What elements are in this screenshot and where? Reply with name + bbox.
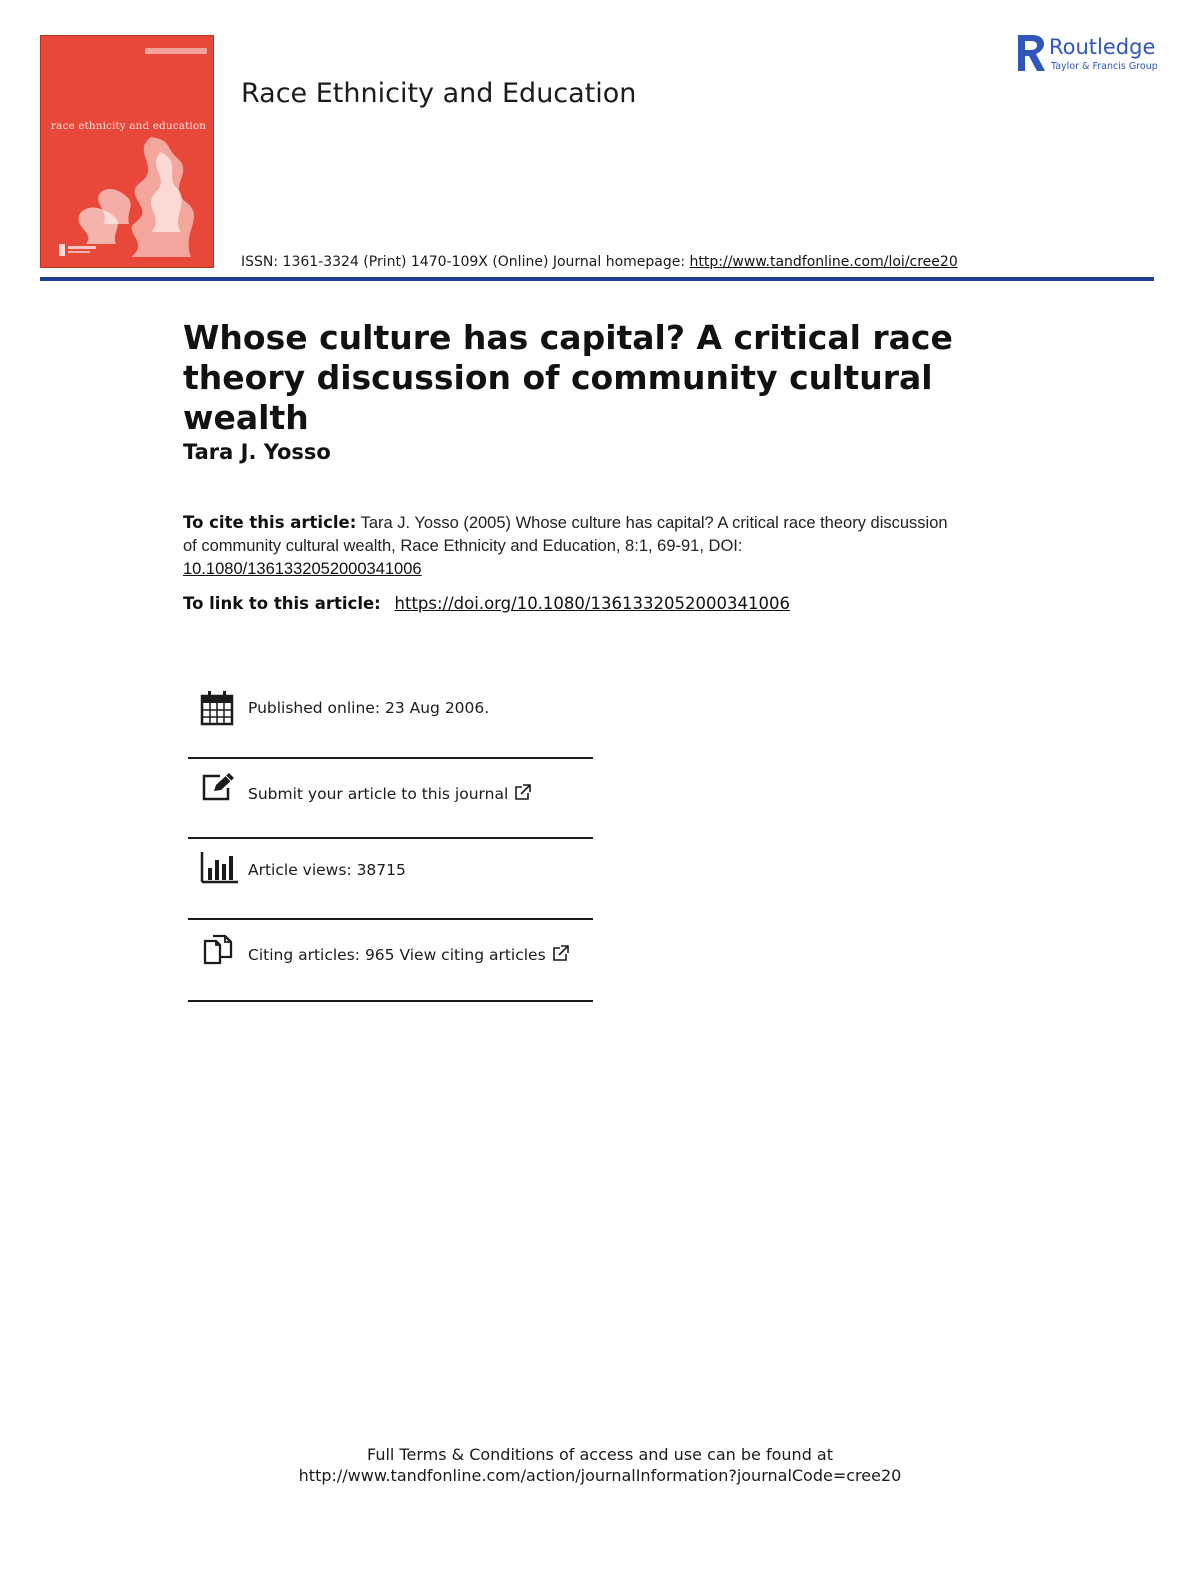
info-divider — [188, 837, 593, 839]
calendar-icon — [200, 690, 234, 726]
footer-terms — [0, 1444, 1200, 1486]
publisher-logo — [1014, 33, 1159, 75]
citing-articles-text: Citing articles: 965 View citing articles — [248, 946, 546, 964]
publisher-name: Routledge — [1049, 35, 1156, 59]
info-divider — [188, 1000, 593, 1002]
external-link-icon — [552, 945, 569, 962]
article-views-row — [188, 850, 593, 890]
published-online-row — [188, 690, 593, 730]
submit-article-text: Submit your article to this journal — [248, 785, 509, 803]
article-title: Whose culture has capital? A critical race theory discussion of community cultural wealth — [183, 318, 953, 437]
cite-label: To cite this article: — [183, 513, 357, 532]
bar-chart-icon — [200, 850, 240, 884]
cite-text: Tara J. Yosso (2005) Whose culture has capital? A critical race theory discussion of community cultural wealth, Race Ethnicity and Education, 8:1, 69-91, DOI: — [183, 514, 948, 555]
article-author: Tara J. Yosso — [183, 440, 331, 464]
footer-terms-link[interactable]: http://www.tandfonline.com/action/journalInformation?journalCode=cree20 — [298, 1466, 902, 1485]
citing-articles-row[interactable] — [188, 933, 593, 973]
journal-title: Race Ethnicity and Education — [241, 78, 637, 109]
external-link-icon — [514, 784, 531, 801]
cite-doi-link[interactable]: 10.1080/1361332052000341006 — [183, 560, 422, 578]
edit-icon — [200, 772, 236, 802]
citation-block — [183, 511, 963, 581]
info-divider — [188, 918, 593, 920]
cover-tag — [145, 48, 207, 54]
article-views-text: Article views: 38715 — [248, 861, 406, 879]
cover-title: race ethnicity and education — [51, 120, 207, 132]
submit-article-link[interactable] — [248, 784, 531, 803]
info-divider — [188, 757, 593, 759]
cover-publisher-logo — [59, 242, 99, 258]
published-online-text: Published online: 23 Aug 2006. — [248, 699, 490, 717]
journal-homepage-link[interactable]: http://www.tandfonline.com/loi/cree20 — [689, 254, 958, 270]
header-divider — [40, 277, 1154, 281]
publisher-tagline: Taylor & Francis Group — [1051, 61, 1158, 72]
citing-articles-link[interactable] — [248, 945, 569, 964]
routledge-r-logo-icon — [1014, 33, 1046, 73]
article-doi-link[interactable]: https://doi.org/10.1080/1361332052000341006 — [394, 594, 790, 613]
submit-article-row[interactable] — [188, 772, 593, 812]
link-label: To link to this article: — [183, 594, 387, 613]
footer-line-1: Full Terms & Conditions of access and use can be found at — [366, 1445, 834, 1464]
journal-cover-image — [40, 35, 214, 268]
issn-line — [241, 254, 958, 270]
issn-text: ISSN: 1361-3324 (Print) 1470-109X (Online) Journal homepage: — [241, 254, 690, 270]
article-link-line — [183, 594, 790, 613]
citing-articles-icon — [200, 933, 236, 969]
